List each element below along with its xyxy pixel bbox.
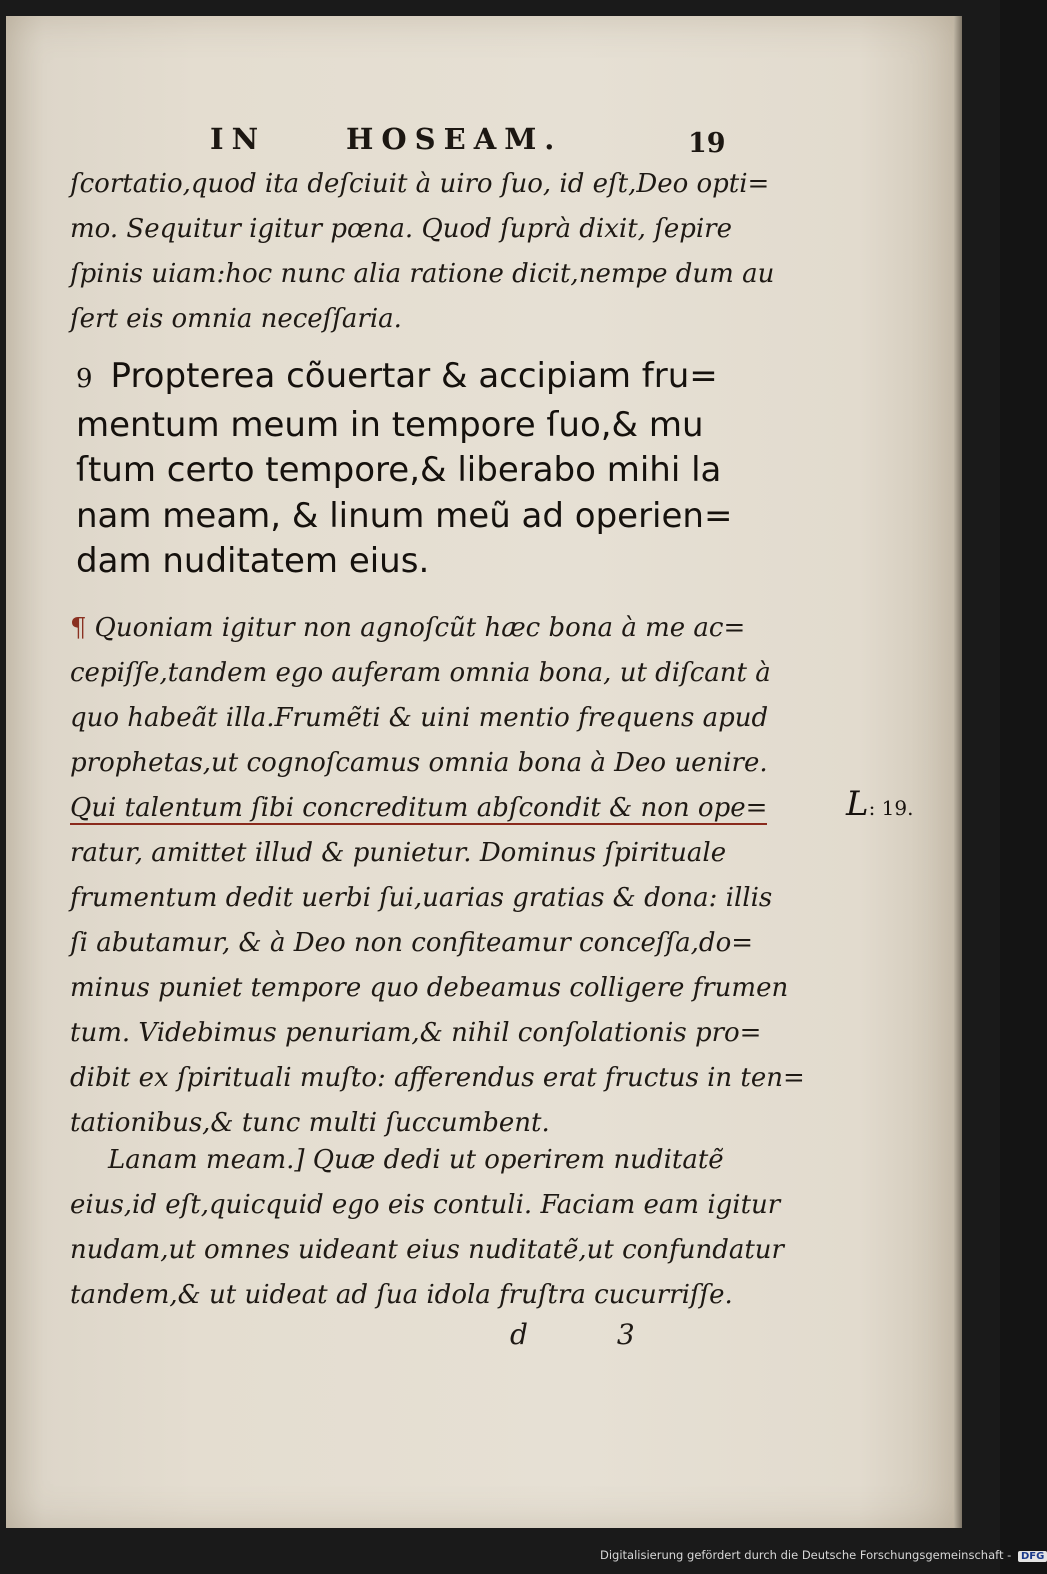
- text-line: tum. Videbimus penuriam,& nihil conſolationis pro=: [70, 1018, 762, 1048]
- underlined-text-line: Qui talentum ſibi concreditum abſcondit & non ope=: [70, 793, 768, 823]
- text-line: prophetas,ut cognoſcamus omnia bona à Deo uenire.: [70, 748, 768, 778]
- verse-line: nam meam, & linum meũ ad operien=: [76, 495, 733, 536]
- text-line: ſert eis omnia neceſſaria.: [70, 304, 402, 334]
- signature-mark: d 3: [510, 1318, 675, 1351]
- text-line: tationibus,& tunc multi ſuccumbent.: [70, 1108, 550, 1138]
- header-left-word: IN: [210, 122, 267, 156]
- commentary-lemma: [70, 1138, 784, 1318]
- text-line: tandem,& ut uideat ad ſua idola fruſtra cucurriſſe.: [70, 1280, 733, 1310]
- text-line: eius,id eſt,quicquid ego eis contuli. Faciam eam igitur: [70, 1190, 781, 1220]
- verse-line: mentum meum in tempore ſuo,& mu: [76, 404, 704, 445]
- text-line: dibit ex ſpirituali muſto: afferendus erat fructus in ten=: [70, 1063, 805, 1093]
- text-line: minus puniet tempore quo debeamus colligere frumen: [70, 973, 789, 1003]
- page-number: 19: [688, 128, 726, 159]
- text-line: mo. Sequitur igitur pœna. Quod ſuprà dixit, ſepire: [70, 214, 732, 244]
- text-line: Quoniam igitur non agnoſcũt hæc bona à me ac=: [94, 613, 746, 643]
- verse-line: Propterea cõuertar & accipiam fru=: [110, 356, 718, 396]
- text-line: cepiſſe,tandem ego auferam omnia bona, ut diſcant à: [70, 658, 771, 688]
- commentary-top: [70, 162, 775, 342]
- text-line: nudam,ut omnes uideant eius nuditatẽ,ut confundatur: [70, 1235, 784, 1265]
- running-header: [210, 122, 730, 162]
- pilcrow-mark: ¶: [70, 613, 87, 643]
- text-line: ſpinis uiam:hoc nunc alia ratione dicit,nempe dum au: [70, 259, 775, 289]
- text-line: Lanam meam.] Quæ dedi ut operirem nuditatẽ: [108, 1145, 724, 1175]
- verse-line: ſtum certo tempore,& liberabo mihi la: [76, 450, 722, 490]
- text-line: quo habeãt illa.Frumẽti & uini mentio frequens apud: [70, 703, 769, 733]
- header-right-word: HOSEAM.: [346, 122, 563, 156]
- commentary-main: [70, 606, 805, 1146]
- verse-number: 9: [76, 364, 93, 394]
- text-line: frumentum dedit uerbi ſui,uarias gratias & dona: illis: [70, 883, 773, 913]
- margin-note-number: : 19.: [868, 796, 914, 820]
- footer-credit: Digitalisierung gefördert durch die Deutsche Forschungsgemeinschaft -: [600, 1548, 1012, 1562]
- margin-note-letter: L: [846, 784, 869, 824]
- text-line: ratur, amittet illud & punietur. Dominus ſpirituale: [70, 838, 727, 868]
- text-line: ſcortatio,quod ita deſciuit à uiro ſuo, id eſt,Deo opti=: [70, 169, 770, 199]
- verse-text: [76, 354, 736, 585]
- dfg-logo: DFG: [1018, 1551, 1047, 1562]
- page-edge: [954, 16, 962, 1528]
- handwritten-margin-note: [846, 784, 913, 824]
- verse-line: dam nuditatem eius.: [76, 541, 430, 581]
- text-line: ſi abutamur, & à Deo non confiteamur conceſſa,do=: [70, 928, 754, 958]
- digitization-footer: [600, 1548, 1047, 1566]
